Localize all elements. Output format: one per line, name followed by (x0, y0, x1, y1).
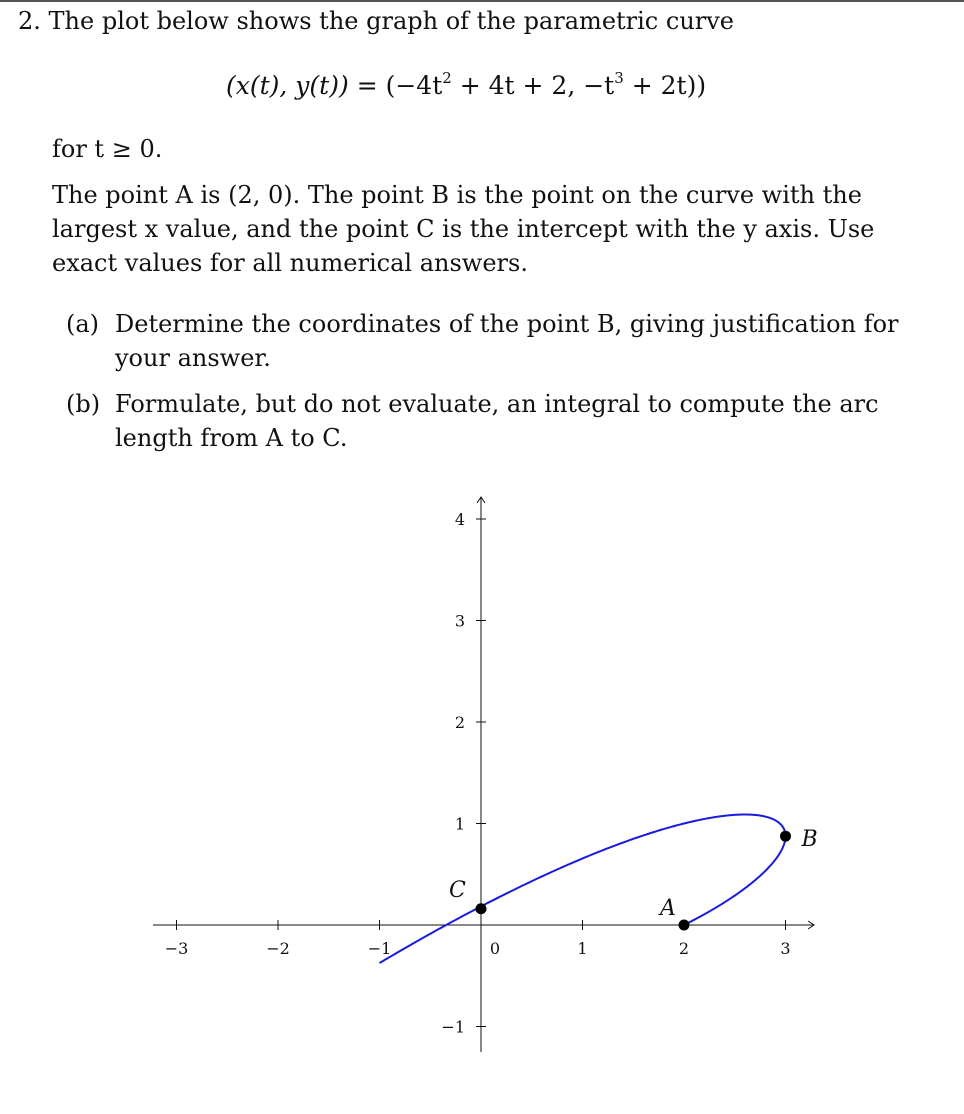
y-tick-label: 2 (454, 713, 465, 732)
x-tick-label: 2 (678, 939, 690, 958)
point-c-marker (476, 903, 487, 914)
equation-exp-2: 3 (614, 69, 624, 87)
problem-number: 2. (18, 7, 41, 35)
part-b-line-1: Formulate, but do not evaluate, an integral to compute the arc (115, 390, 879, 418)
equation-rhs-open: (−4t (385, 71, 443, 100)
part-b-line-2: length from A to C. (115, 424, 348, 452)
equation-exp-1: 2 (442, 69, 452, 87)
parametric-equation: (x(t), $y(t)) = (-4t^2 + 4t + 2$, $-t^3 + 2t$)) (226, 69, 707, 100)
point-a-label: A (660, 896, 676, 921)
x-tick-label: −1 (367, 939, 392, 958)
part-a-line-1: Determine the coordinates of the point B, giving justification for (115, 310, 899, 338)
part-a-label: (a) (66, 310, 100, 338)
y-tick-label: −1 (441, 1017, 465, 1037)
y-tick-label: 4 (454, 510, 465, 529)
equation-rhs-close: + 2t)) (623, 71, 707, 100)
y-tick-label: 1 (454, 814, 465, 834)
x-tick-label: −3 (164, 939, 189, 958)
point-c-label: C (449, 877, 466, 903)
problem-intro: The plot below shows the graph of the parametric curve (48, 7, 735, 35)
paragraph-line-2: largest x value, and the point C is the intercept with the y axis. Use (52, 215, 875, 243)
part-a-line-2: your answer. (115, 344, 271, 372)
x-tick-label: 1 (577, 939, 588, 958)
point-b-marker (780, 831, 791, 842)
x-tick-label: 3 (780, 939, 791, 958)
point-b-label: B (801, 827, 818, 853)
x-tick-label: −2 (266, 939, 290, 958)
y-tick-label: 3 (454, 611, 465, 631)
paragraph-line-3: exact values for all numerical answers. (52, 249, 528, 277)
equation-rhs-mid: + 4t + 2, −t (451, 71, 615, 100)
part-b-label: (b) (66, 390, 101, 418)
point-a-marker (679, 920, 690, 931)
x-tick-label: 0 (489, 939, 501, 958)
equation-lhs: (x(t), y(t)) (226, 71, 349, 100)
condition-text: for t ≥ 0. (52, 135, 163, 163)
paragraph-line-1: The point A is (2, 0). The point B is the point on the curve with the (52, 181, 862, 209)
